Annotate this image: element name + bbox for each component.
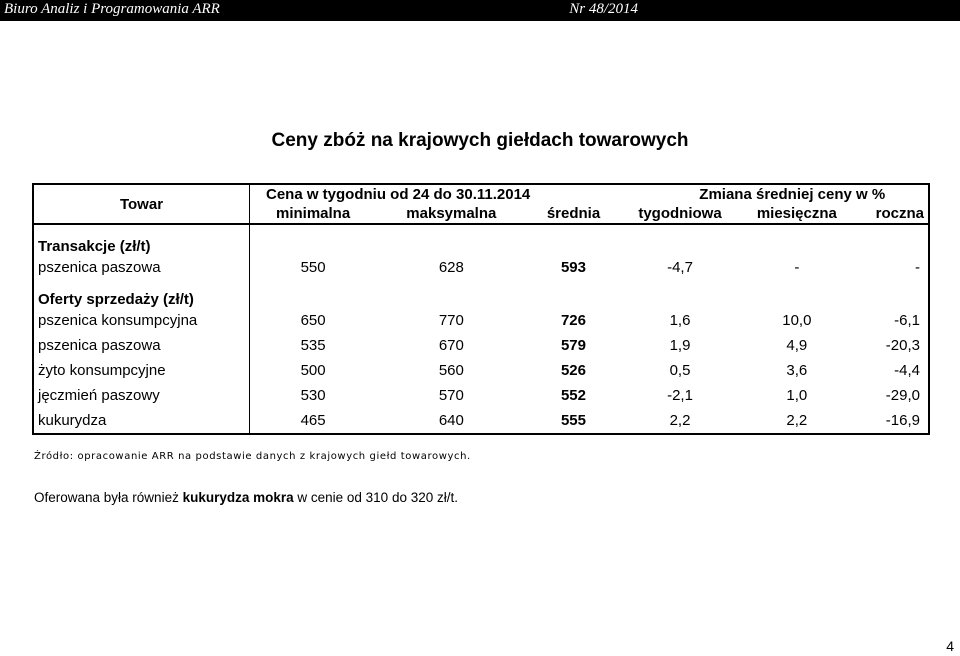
header-bar (0, 0, 960, 21)
col-header-avg: średnia (526, 204, 620, 224)
cell-weekly: -4,7 (667, 259, 693, 276)
cell-min: 550 (300, 259, 326, 276)
cell-min: 500 (300, 362, 326, 379)
page-title: Ceny zbóż na krajowych giełdach towarowych (271, 130, 689, 151)
col-header-monthly: miesięczna (740, 204, 855, 224)
towar-header: Towar (33, 184, 250, 224)
section-row-transakcje (33, 224, 929, 255)
cell-max: 570 (438, 387, 464, 404)
cell-avg: 579 (560, 337, 586, 354)
cell-yearly: - (915, 259, 920, 276)
cell-avg: 526 (560, 362, 586, 379)
header-right-text: Nr 48/2014 (569, 1, 638, 17)
note-text-after: w cenie od 310 do 320 zł/t. (293, 490, 458, 505)
cell-yearly: -4,4 (894, 362, 920, 379)
cell-min: 530 (300, 387, 326, 404)
col-header-yearly: roczna (854, 204, 929, 224)
cell-yearly: -29,0 (885, 387, 920, 404)
table-row (33, 358, 929, 383)
cell-max: 640 (438, 412, 464, 429)
change-group-header: Zmiana średniej ceny w % (699, 186, 886, 203)
cell-monthly: 4,9 (786, 337, 808, 354)
cell-yearly: -6,1 (894, 312, 920, 329)
cell-monthly: 1,0 (786, 387, 808, 404)
cell-max: 670 (438, 337, 464, 354)
cell-monthly: 10,0 (782, 312, 812, 329)
cell-max: 770 (438, 312, 464, 329)
cell-weekly: 1,6 (669, 312, 691, 329)
table-row (33, 383, 929, 408)
table-row (33, 408, 929, 434)
note-text-bold: kukurydza mokra (182, 490, 294, 505)
row-name: pszenica paszowa (33, 255, 250, 280)
col-header-min: minimalna (250, 204, 377, 224)
page-number: 4 (946, 638, 954, 654)
row-name: żyto konsumpcyjne (33, 358, 250, 383)
note-text-before: Oferowana była również (34, 490, 183, 505)
section-label: Oferty sprzedaży (zł/t) (33, 280, 250, 308)
col-header-max: maksymalna (376, 204, 526, 224)
cell-min: 465 (300, 412, 326, 429)
price-group-header: Cena w tygodniu od 24 do 30.11.2014 (266, 186, 531, 203)
cell-yearly: -16,9 (885, 412, 920, 429)
cell-weekly: 1,9 (669, 337, 691, 354)
source-note: Źródło: opracowanie ARR na podstawie danych z krajowych giełd towarowych. (34, 451, 471, 462)
additional-note (34, 490, 458, 505)
cell-monthly: 2,2 (786, 412, 808, 429)
cell-weekly: 0,5 (669, 362, 691, 379)
row-name: jęczmień paszowy (33, 383, 250, 408)
row-name: pszenica paszowa (33, 333, 250, 358)
row-name: pszenica konsumpcyjna (33, 308, 250, 333)
section-label: Transakcje (zł/t) (33, 224, 250, 255)
cell-avg: 593 (560, 259, 586, 276)
cell-max: 628 (438, 259, 464, 276)
header-left-text: Biuro Analiz i Programowania ARR (4, 1, 220, 17)
cell-avg: 555 (560, 412, 586, 429)
cell-weekly: 2,2 (669, 412, 691, 429)
cell-monthly: - (794, 259, 800, 276)
price-table (32, 183, 930, 435)
cell-weekly: -2,1 (667, 387, 693, 404)
cell-yearly: -20,3 (885, 337, 920, 354)
cell-min: 650 (300, 312, 326, 329)
table-row (33, 308, 929, 333)
cell-max: 560 (438, 362, 464, 379)
cell-min: 535 (300, 337, 326, 354)
row-name: kukurydza (33, 408, 250, 434)
table-header-row-1 (33, 184, 929, 204)
table-row (33, 333, 929, 358)
col-header-weekly: tygodniowa (621, 204, 740, 224)
cell-avg: 552 (560, 387, 586, 404)
cell-monthly: 3,6 (786, 362, 808, 379)
table-row (33, 255, 929, 280)
cell-avg: 726 (560, 312, 586, 329)
section-row-oferty (33, 280, 929, 308)
